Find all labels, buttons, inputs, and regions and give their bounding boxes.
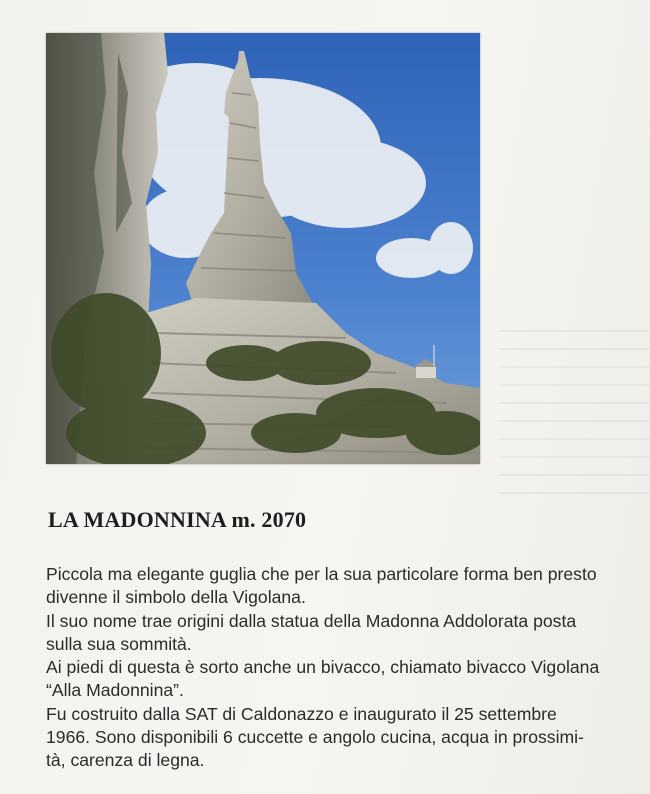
paragraph-1-line-2: divenne il simbolo della Vigolana. xyxy=(46,587,306,608)
paragraph-4-line-1: Fu costruito dalla SAT di Caldonazzo e inaugurato il 25 settembre xyxy=(46,703,557,724)
paragraph-2-line-2: sulla sua sommità. xyxy=(46,633,192,654)
page-title: LA MADONNINA m. 2070 xyxy=(48,507,307,532)
paragraph-2-line-1: Il suo nome trae origini dalla statua della Madonna Addolorata posta xyxy=(46,610,577,631)
paragraph-3-line-1: Ai piedi di questa è sorto anche un bivacco, chiamato bivacco Vigolana xyxy=(46,657,600,678)
paragraph-1-line-1: Piccola ma elegante guglia che per la sua particolare forma ben presto xyxy=(46,564,597,584)
body-text xyxy=(46,563,636,773)
paragraph-4-line-2: 1966. Sono disponibili 6 cuccette e angolo cucina, acqua in prossimi- xyxy=(46,727,584,748)
mountain-spire-photo xyxy=(46,33,480,464)
paragraph-4-line-3: tà, carenza di legna. xyxy=(46,750,205,771)
show-through-text xyxy=(500,330,650,510)
paragraph-3-line-2: “Alla Madonnina”. xyxy=(46,680,184,701)
